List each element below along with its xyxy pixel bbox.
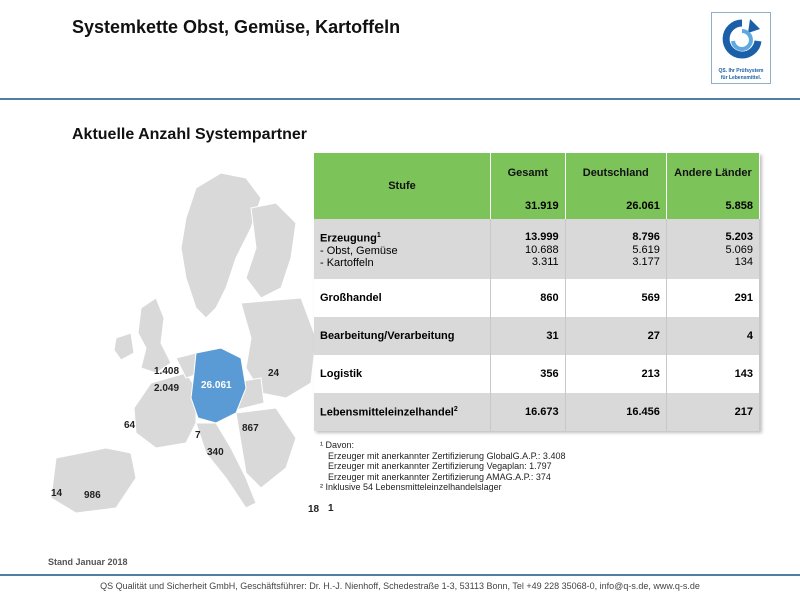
lebensmitteleinzelhandel-andere: 217	[666, 393, 759, 431]
map-label-netherlands: 1.408	[154, 366, 180, 377]
qs-cycle-logo-icon	[722, 17, 762, 65]
logo-tagline-2: für Lebensmittel.	[720, 75, 762, 81]
total-andere: 5.858	[666, 193, 759, 219]
header-deutschland: Deutschland	[565, 153, 666, 193]
erzeugung-andere-value: 5.203	[725, 230, 753, 243]
map-label-belgium: 2.049	[154, 383, 180, 394]
header-andere-laender: Andere Länder	[666, 153, 759, 193]
lebensmitteleinzelhandel-deutschland: 16.456	[565, 393, 666, 431]
table-row-grosshandel	[314, 279, 760, 317]
map-label-germany: 26.061	[201, 380, 232, 391]
total-gesamt: 31.919	[490, 193, 565, 219]
header-stufe: Stufe	[314, 153, 490, 219]
map-label-greece: 18	[308, 504, 320, 515]
erzeugung-sub-kartoffeln: - Kartoffeln	[320, 257, 374, 270]
erzeugung-de-sub2: 3.177	[632, 255, 660, 268]
bearbeitung-gesamt: 31	[490, 317, 565, 355]
header-divider	[0, 98, 800, 100]
footnotes	[320, 440, 565, 493]
map-label-spain: 986	[84, 490, 101, 501]
erzeugung-gesamt	[490, 219, 565, 279]
erzeugung-de-value: 8.796	[632, 230, 660, 243]
erzeugung-gesamt-value: 13.999	[524, 230, 559, 243]
bearbeitung-andere: 4	[666, 317, 759, 355]
map-label-switzerland: 7	[195, 430, 201, 441]
footnote-1-line-2: Erzeuger mit anerkannter Zertifizierung Vegaplan: 1.797	[328, 461, 552, 471]
footnote-2-text: Inklusive 54 Lebensmitteleinzelhandelslager	[325, 482, 502, 492]
total-deutschland: 26.061	[565, 193, 666, 219]
footnote-2-mark: ²	[320, 482, 323, 492]
lebensmitteleinzelhandel-footnote-mark: 2	[453, 405, 458, 413]
erzeugung-andere-sub1: 5.069	[725, 243, 753, 256]
table-header-row	[314, 153, 760, 193]
footnote-1-line-3: Erzeuger mit anerkannter Zertifizierung AMAG.A.P.: 374	[328, 471, 551, 482]
grosshandel-gesamt: 860	[490, 279, 565, 317]
erzeugung-gesamt-sub2: 3.311	[531, 255, 559, 268]
erzeugung-label: Erzeugung	[320, 232, 377, 245]
header-gesamt: Gesamt	[490, 153, 565, 193]
footnote-1-title-text: Davon:	[325, 440, 355, 450]
map-label-portugal: 14	[51, 488, 63, 499]
logistik-gesamt: 356	[490, 355, 565, 393]
row-label-erzeugung	[314, 219, 490, 279]
lebensmitteleinzelhandel-gesamt: 16.673	[490, 393, 565, 431]
section-subtitle: Aktuelle Anzahl Systempartner	[72, 126, 308, 143]
row-label-bearbeitung: Bearbeitung/Verarbeitung	[314, 317, 490, 355]
erzeugung-andere-sub2: 134	[734, 255, 753, 268]
lebensmitteleinzelhandel-label: Lebensmitteleinzelhandel	[320, 406, 454, 419]
erzeugung-gesamt-sub1: 10.688	[524, 243, 559, 256]
footnote-2	[320, 482, 565, 493]
logistik-deutschland: 213	[565, 355, 666, 393]
erzeugung-andere	[666, 219, 759, 279]
row-label-logistik: Logistik	[314, 355, 490, 393]
erzeugung-sub-obst: - Obst, Gemüse	[320, 245, 398, 258]
bearbeitung-deutschland: 27	[565, 317, 666, 355]
erzeugung-de-sub1: 5.619	[632, 243, 660, 256]
table-row-lebensmitteleinzelhandel	[314, 393, 760, 431]
footer-text: QS Qualität und Sicherheit GmbH, Geschäftsführer: Dr. H.-J. Nienhoff, Schedestraße 1-3, 53113 Bonn, Tel +49 228 35068-0, info@q-s.de, www.q-s.de	[100, 581, 700, 591]
map-label-france: 64	[124, 420, 136, 431]
grosshandel-andere: 291	[666, 279, 759, 317]
europe-map-graphic	[46, 168, 316, 538]
map-label-austria: 867	[242, 423, 259, 434]
table-row-bearbeitung	[314, 317, 760, 355]
map-label-cyprus: 1	[328, 503, 334, 514]
europe-map	[46, 168, 334, 538]
logistik-andere: 143	[666, 355, 759, 393]
footnote-1-mark: ¹	[320, 440, 323, 450]
page-title: Systemkette Obst, Gemüse, Kartoffeln	[72, 17, 401, 37]
table-row-erzeugung	[314, 219, 760, 279]
row-label-lebensmitteleinzelhandel	[314, 393, 490, 431]
table-row-logistik	[314, 355, 760, 393]
map-label-italy: 340	[207, 447, 224, 458]
stand-date: Stand Januar 2018	[48, 557, 128, 567]
footnote-1-title	[320, 440, 565, 451]
row-label-grosshandel: Großhandel	[314, 279, 490, 317]
grosshandel-deutschland: 569	[565, 279, 666, 317]
system-partners-table	[314, 153, 760, 431]
qs-logo	[711, 12, 771, 84]
logo-tagline-1: QS. Ihr Prüfsystem	[718, 68, 764, 74]
map-label-poland: 24	[268, 368, 280, 379]
footer-divider	[0, 574, 800, 576]
erzeugung-deutschland	[565, 219, 666, 279]
erzeugung-footnote-mark: 1	[376, 231, 381, 239]
footnote-1-line-1: Erzeuger mit anerkannter Zertifizierung GlobalG.A.P.: 3.408	[328, 450, 566, 461]
